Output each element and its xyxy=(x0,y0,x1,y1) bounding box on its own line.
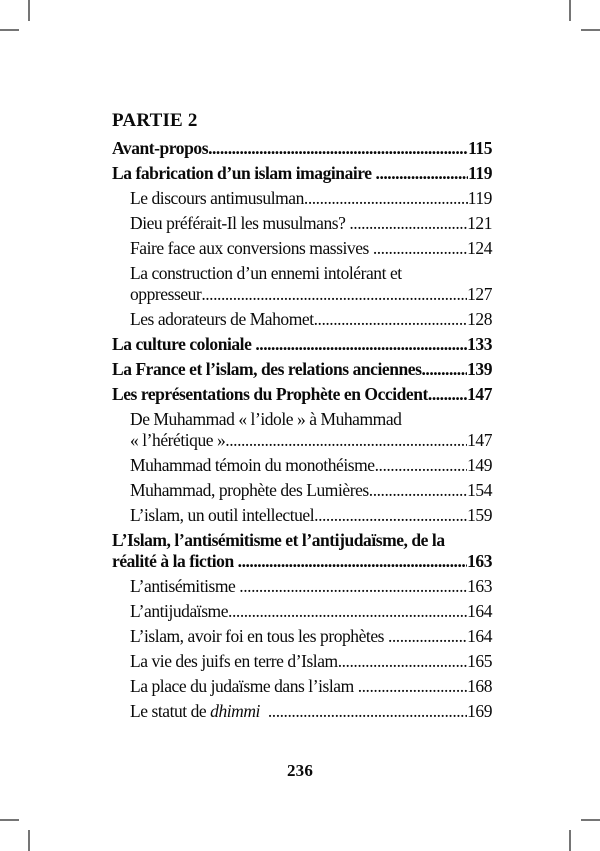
toc-entry xyxy=(112,676,492,697)
crop-mark-top-left-horizontal xyxy=(0,29,19,31)
toc-page-number: 169 xyxy=(467,701,492,721)
dot-leader xyxy=(268,701,467,722)
dot-leader xyxy=(225,430,467,451)
crop-mark-bottom-left-vertical xyxy=(28,830,30,851)
toc-entry-title: Muhammad témoin du monothéisme xyxy=(130,455,375,475)
toc-page-number: 163 xyxy=(467,576,492,596)
toc-page-number: 149 xyxy=(467,455,492,475)
toc-page-number: 124 xyxy=(467,238,492,258)
toc-entry-title-italic: dhimmi xyxy=(210,701,260,721)
toc-page-number: 164 xyxy=(467,626,492,646)
toc-page-number: 147 xyxy=(467,384,492,404)
toc-entry-title: La culture coloniale xyxy=(112,334,256,354)
toc-entry xyxy=(112,309,492,330)
toc-page-number: 164 xyxy=(467,601,492,621)
toc-page-number: 121 xyxy=(467,213,492,233)
dot-leader xyxy=(238,551,467,572)
toc-entry xyxy=(112,626,492,647)
toc-entry-line1: La construction d’un ennemi intolérant et xyxy=(130,263,402,283)
toc-page-number: 115 xyxy=(468,138,492,158)
toc-entry-title-text: Le statut de xyxy=(130,701,211,721)
crop-mark-top-right-horizontal xyxy=(581,29,600,31)
dot-leader xyxy=(428,384,467,405)
crop-mark-top-left-vertical xyxy=(28,0,30,21)
toc-page-number: 127 xyxy=(467,284,492,304)
folio-page-number: 236 xyxy=(286,761,314,780)
toc-entry xyxy=(112,188,492,209)
toc-entry xyxy=(112,530,492,572)
dot-leader xyxy=(349,213,467,234)
toc-page-number: 163 xyxy=(467,551,492,571)
toc-entry xyxy=(112,455,492,476)
toc-entry xyxy=(112,601,492,622)
toc-entry xyxy=(112,701,492,722)
dot-leader xyxy=(208,138,468,159)
toc-entry xyxy=(112,576,492,597)
dot-leader xyxy=(358,676,467,697)
toc-entry-title: Avant-propos xyxy=(112,138,209,158)
dot-leader xyxy=(373,238,467,259)
toc-entry-title: Dieu préférait-Il les musulmans? xyxy=(130,213,350,233)
toc-entry-title xyxy=(130,701,268,722)
table-of-contents xyxy=(112,109,492,726)
toc-entry xyxy=(112,238,492,259)
dot-leader xyxy=(239,576,467,597)
dot-leader xyxy=(375,455,468,476)
toc-entry-title: L’antisémitisme xyxy=(130,576,240,596)
toc-entry xyxy=(112,409,492,451)
toc-entry-title: Muhammad, prophète des Lumières xyxy=(130,480,369,500)
toc-entry-line1: De Muhammad « l’idole » à Muhammad xyxy=(130,409,402,429)
toc-entry-title: La France et l’islam, des relations anciennes xyxy=(112,359,422,379)
toc-entry-title: Les représentations du Prophète en Occident xyxy=(112,384,428,404)
toc-entry-title: L’islam, avoir foi en tous les prophètes xyxy=(130,626,388,646)
dot-leader xyxy=(421,359,467,380)
crop-mark-bottom-right-horizontal xyxy=(581,819,600,821)
toc-page-number: 168 xyxy=(467,676,492,696)
toc-entry xyxy=(112,263,492,305)
toc-entry xyxy=(112,138,492,159)
dot-leader xyxy=(228,601,467,622)
toc-entry-title: « l’hérétique » xyxy=(130,430,226,450)
toc-page-number: 154 xyxy=(467,480,492,500)
toc-entry-title: Le discours antimusulman xyxy=(130,188,304,208)
toc-page-number: 139 xyxy=(467,359,492,379)
dot-leader xyxy=(314,505,467,526)
toc-entry-title: La vie des juifs en terre d’Islam xyxy=(130,651,338,671)
dot-leader xyxy=(369,480,467,501)
dot-leader xyxy=(304,188,468,209)
dot-leader xyxy=(388,626,467,647)
toc-entry-line1: L’Islam, l’antisémitisme et l’antijudaïsme, de la xyxy=(112,530,445,550)
dot-leader xyxy=(376,163,469,184)
dot-leader xyxy=(255,334,467,355)
toc-page-number: 133 xyxy=(467,334,492,354)
toc-entry-title: L’antijudaïsme xyxy=(130,601,229,621)
toc-entry-title: réalité à la fiction xyxy=(112,551,238,571)
toc-entry-title: Les adorateurs de Mahomet xyxy=(130,309,314,329)
toc-entry xyxy=(112,359,492,380)
crop-mark-bottom-left-horizontal xyxy=(0,819,19,821)
toc-entry xyxy=(112,480,492,501)
toc-page-number: 128 xyxy=(467,309,492,329)
toc-page-number: 119 xyxy=(468,163,492,183)
toc-entry xyxy=(112,651,492,672)
dot-leader xyxy=(314,309,467,330)
toc-entry xyxy=(112,505,492,526)
toc-entry xyxy=(112,163,492,184)
toc-page-number: 159 xyxy=(467,505,492,525)
toc-entry xyxy=(112,213,492,234)
toc-entry-title: oppresseur xyxy=(130,284,202,304)
toc-entry-title: La fabrication d’un islam imaginaire xyxy=(112,163,376,183)
dot-leader xyxy=(338,651,467,672)
toc-entry-title: Faire face aux conversions massives xyxy=(130,238,373,258)
toc-entry-title: L’islam, un outil intellectuel xyxy=(130,505,315,525)
toc-entry-title-after xyxy=(260,701,268,721)
toc-entry xyxy=(112,384,492,405)
toc-page-number: 119 xyxy=(467,188,492,208)
toc-entry-title: La place du judaïsme dans l’islam xyxy=(130,676,358,696)
toc-page-number: 165 xyxy=(467,651,492,671)
dot-leader xyxy=(201,284,467,305)
toc-entry xyxy=(112,334,492,355)
toc-page-number: 147 xyxy=(467,430,492,450)
crop-mark-top-right-vertical xyxy=(569,0,571,21)
crop-mark-bottom-right-vertical xyxy=(569,830,571,851)
part-heading: PARTIE 2 xyxy=(112,110,198,131)
